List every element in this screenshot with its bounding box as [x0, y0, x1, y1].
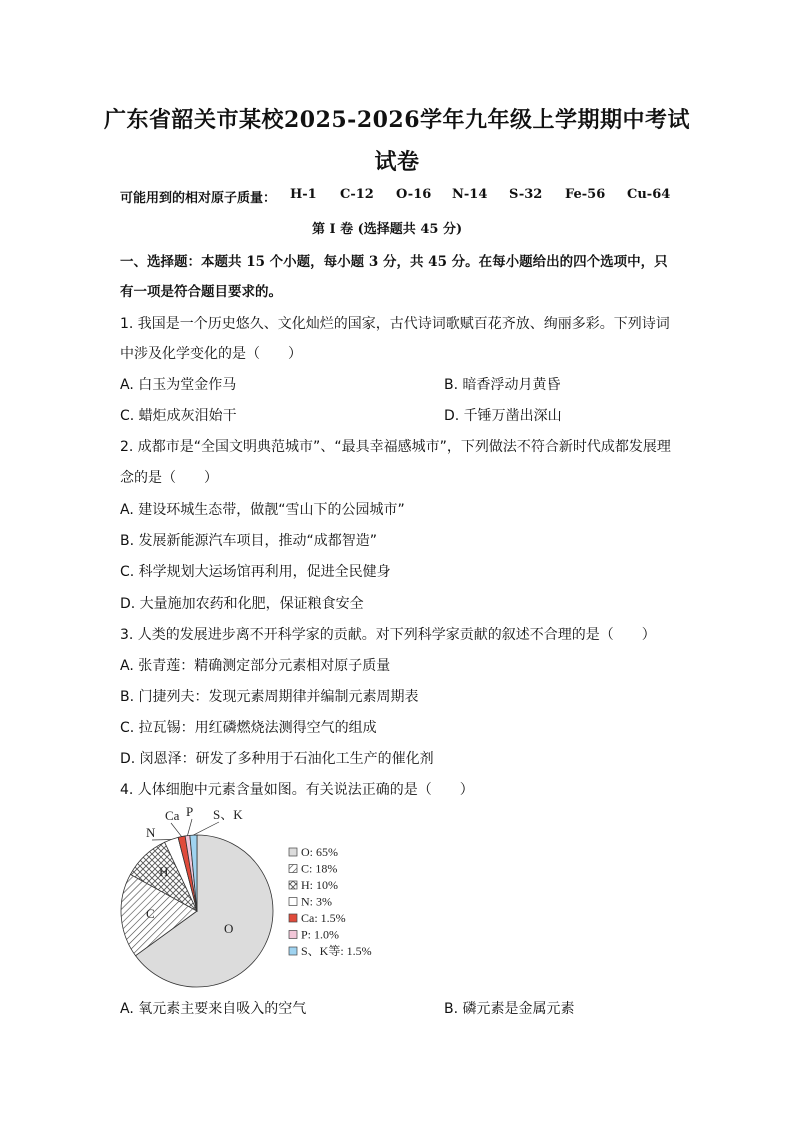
question-2-option-d: D. 大量施加农药和化肥，保证粮食安全: [120, 596, 364, 612]
element-pie-chart: [110, 800, 400, 990]
atomic-mass-label: 可能用到的相对原子质量：: [120, 191, 277, 206]
question-3-option-d: D. 闵恩泽：研发了多种用于石油化工生产的催化剂: [120, 751, 434, 767]
question-1-option-c: C. 蜡炬成灰泪始干: [120, 408, 237, 424]
question-3-option-b: B. 门捷列夫：发现元素周期律并编制元素周期表: [120, 689, 419, 705]
legend-swatch: [289, 848, 297, 856]
atomic-mass-item: S-32: [509, 187, 543, 202]
atomic-mass-item: Fe-56: [565, 187, 606, 202]
exam-title-cont: 试卷: [374, 149, 420, 175]
pie-label: Ca: [165, 808, 180, 823]
atomic-mass-item: C-12: [340, 187, 374, 202]
atomic-mass-item: N-14: [452, 187, 488, 202]
pie-label: C: [146, 906, 155, 921]
question-3-stem: 3. 人类的发展进步离不开科学家的贡献。对下列科学家贡献的叙述不合理的是（ ）: [120, 627, 656, 643]
legend-swatch: [289, 865, 297, 873]
question-4-option-b: B. 磷元素是金属元素: [444, 1001, 575, 1017]
atomic-mass-item: O-16: [396, 187, 432, 202]
legend-swatch: [289, 931, 297, 939]
legend-swatch: [289, 898, 297, 906]
legend-label: N: 3%: [301, 894, 332, 909]
volume-title: 第 I 卷 (选择题共 45 分): [312, 222, 463, 237]
legend-label: H: 10%: [301, 878, 338, 892]
pie-label: O: [224, 921, 234, 936]
legend-swatch: [289, 947, 297, 955]
pie-label: N: [146, 825, 156, 840]
pie-label: S、K: [213, 807, 243, 822]
atomic-mass-item: Cu-64: [627, 187, 671, 202]
legend-label: O: 65%: [301, 845, 338, 859]
legend-swatch: [289, 914, 297, 922]
pie-leader-line: [193, 822, 219, 835]
question-1-stem-cont: 中涉及化学变化的是（ ）: [120, 346, 302, 362]
pie-leader-line: [187, 819, 192, 836]
question-2-option-a: A. 建设环城生态带，做靓“雪山下的公园城市”: [120, 502, 405, 518]
question-3-option-a: A. 张青莲：精确测定部分元素相对原子质量: [120, 658, 391, 674]
question-1-stem: 1. 我国是一个历史悠久、文化灿烂的国家，古代诗词歌赋百花齐放、绚丽多彩。下列诗词: [120, 316, 670, 332]
question-1-option-d: D. 千锤万凿出深山: [444, 408, 562, 424]
question-1-option-a: A. 白玉为堂金作马: [120, 377, 237, 393]
pie-label: H: [159, 864, 169, 879]
pie-leader-line: [171, 823, 182, 837]
section-heading-cont: 有一项是符合题目要求的。: [120, 284, 282, 300]
question-2-stem: 2. 成都市是“全国文明典范城市”、“最具幸福感城市”，下列做法不符合新时代成都发展理: [120, 439, 671, 455]
question-2-option-c: C. 科学规划大运场馆再利用，促进全民健身: [120, 564, 391, 580]
section-heading: 一、选择题：本题共 15 个小题，每小题 3 分，共 45 分。在每小题给出的四个选项中，只: [120, 254, 668, 270]
atomic-mass-item: H-1: [290, 187, 317, 202]
pie-label: P: [186, 804, 194, 819]
legend-label: Ca: 1.5%: [301, 911, 346, 925]
legend-label: C: 18%: [301, 861, 338, 876]
legend-swatch: [289, 881, 297, 889]
question-2-option-b: B. 发展新能源汽车项目，推动“成都智造”: [120, 533, 378, 549]
question-3-option-c: C. 拉瓦锡：用红磷燃烧法测得空气的组成: [120, 720, 377, 736]
exam-title: 广东省韶关市某校2025-2026学年九年级上学期期中考试: [103, 107, 691, 133]
question-2-stem-cont: 念的是（ ）: [120, 470, 218, 486]
legend-label: P: 1.0%: [301, 927, 340, 942]
question-1-option-b: B. 暗香浮动月黄昏: [444, 377, 561, 393]
question-4-option-a: A. 氧元素主要来自吸入的空气: [120, 1001, 307, 1017]
question-4-stem: 4. 人体细胞中元素含量如图。有关说法正确的是（ ）: [120, 782, 474, 798]
legend-label: S、K等: 1.5%: [301, 944, 372, 958]
